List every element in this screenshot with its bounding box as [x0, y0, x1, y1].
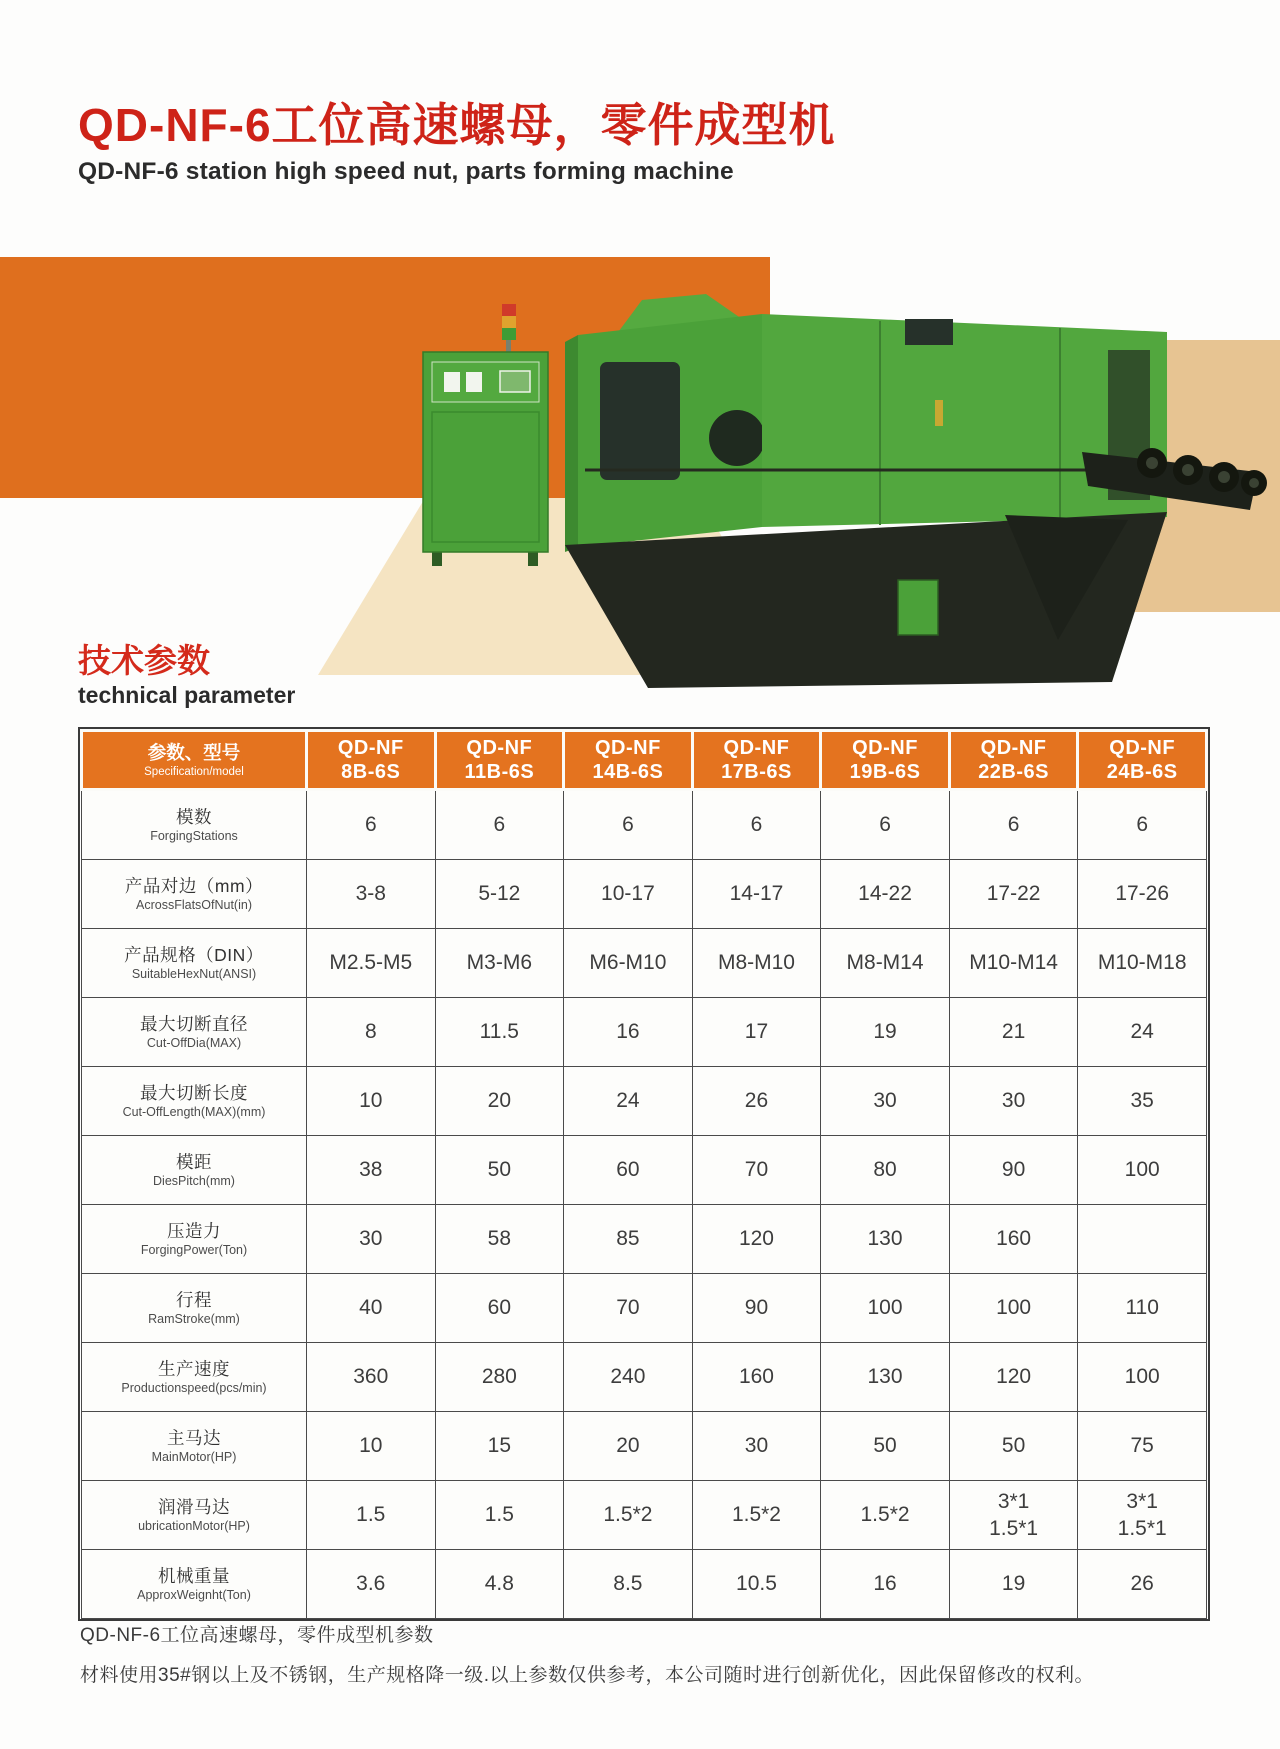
machine-front-box [898, 580, 938, 635]
table-cell: 17-22 [949, 860, 1078, 929]
page-title-en: QD-NF-6 station high speed nut, parts forming machine [78, 158, 734, 185]
table-cell: 10-17 [564, 860, 693, 929]
table-row [82, 998, 1207, 1067]
table-cell: 10 [307, 1412, 436, 1481]
table-cell: 40 [307, 1274, 436, 1343]
table-cell: M10-M18 [1078, 929, 1207, 998]
table-header-model [692, 731, 821, 790]
row-label-cn: 产品对边（mm） [124, 876, 264, 896]
row-label-en: ForgingStations [150, 829, 238, 843]
signal-light-green-icon [502, 328, 516, 340]
section-heading-cn: 技术参数 [78, 642, 210, 679]
table-row [82, 1067, 1207, 1136]
table-header-model [821, 731, 950, 790]
table-cell: 19 [949, 1550, 1078, 1619]
machine-port-circle [709, 410, 765, 466]
table-cell: 16 [564, 998, 693, 1067]
row-label-en: SuitableHexNut(ANSI) [131, 967, 257, 981]
table-row [82, 1136, 1207, 1205]
hero-graphic [0, 220, 1280, 690]
table-cell [1078, 1481, 1207, 1550]
table-cell: 30 [949, 1067, 1078, 1136]
table-cell: 1.5*2 [692, 1481, 821, 1550]
table-cell: 50 [821, 1412, 950, 1481]
table-cell: 30 [307, 1205, 436, 1274]
row-label-en: MainMotor(HP) [151, 1450, 237, 1464]
table-cell: 5-12 [435, 860, 564, 929]
model-series: QD-NF [1109, 737, 1176, 759]
model-series: QD-NF [594, 737, 661, 759]
table-cell: 10.5 [692, 1550, 821, 1619]
table-cell: 75 [1078, 1412, 1207, 1481]
table-row [82, 1481, 1207, 1550]
section-heading [78, 641, 295, 709]
table-cell: 130 [821, 1205, 950, 1274]
row-label-en: DiesPitch(mm) [153, 1174, 235, 1188]
arm-gear-hub-3 [1218, 471, 1230, 483]
table-cell: 60 [564, 1136, 693, 1205]
table-cell: M3-M6 [435, 929, 564, 998]
table-cell: 35 [1078, 1067, 1207, 1136]
table-cell: 280 [435, 1343, 564, 1412]
row-label-en: Cut-OffDia(MAX) [146, 1036, 242, 1050]
table-row [82, 1343, 1207, 1412]
row-label-cn: 压造力 [167, 1221, 221, 1241]
model-number: 22B-6S [978, 761, 1049, 783]
table-cell: M8-M14 [821, 929, 950, 998]
cabinet-button-1 [444, 372, 460, 392]
row-label [82, 1481, 307, 1550]
footer-line-2: 材料使用35#钢以上及不锈钢，生产规格降一级.以上参数仅供参考，本公司随时进行创新优化，因此保留修改的权利。 [80, 1665, 1094, 1686]
row-label-en: Cut-OffLength(MAX)(mm) [122, 1105, 266, 1119]
table-cell: 90 [949, 1136, 1078, 1205]
table-cell: 15 [435, 1412, 564, 1481]
table-cell: M10-M14 [949, 929, 1078, 998]
table-cell: 90 [692, 1274, 821, 1343]
cabinet-display [500, 371, 530, 392]
model-number: 11B-6S [464, 761, 535, 783]
table-cell: M2.5-M5 [307, 929, 436, 998]
table-row [82, 1550, 1207, 1619]
table-cell: 17 [692, 998, 821, 1067]
title-block [78, 96, 836, 186]
table-cell: 1.5 [435, 1481, 564, 1550]
table-cell [949, 1481, 1078, 1550]
table-cell: 100 [821, 1274, 950, 1343]
table-cell-line: 1.5*1 [989, 1517, 1039, 1540]
arm-gear-hub-4 [1249, 478, 1259, 488]
table-row [82, 790, 1207, 860]
table-row [82, 929, 1207, 998]
model-number: 24B-6S [1106, 761, 1178, 783]
table-cell: 38 [307, 1136, 436, 1205]
row-label-en: ubricationMotor(HP) [138, 1519, 250, 1533]
model-series: QD-NF [466, 737, 533, 759]
table-header-model [435, 731, 564, 790]
arm-gear-hub-2 [1182, 464, 1194, 476]
row-label-en: ApproxWeignht(Ton) [137, 1588, 251, 1602]
cabinet-button-2 [466, 372, 482, 392]
table-cell: 30 [692, 1412, 821, 1481]
machine-right-face [762, 314, 1167, 527]
table-cell: 14-17 [692, 860, 821, 929]
table-cell: 6 [1078, 790, 1207, 860]
machine-top-box [905, 319, 953, 345]
table-cell: 100 [949, 1274, 1078, 1343]
table-cell: 30 [821, 1067, 950, 1136]
row-label [82, 998, 307, 1067]
table-cell: 6 [564, 790, 693, 860]
table-cell: 26 [692, 1067, 821, 1136]
page-title-cn: QD-NF-6工位高速螺母，零件成型机 [78, 99, 836, 151]
row-label-cn: 产品规格（DIN） [124, 945, 264, 965]
row-label-cn: 生产速度 [158, 1359, 230, 1379]
machine-left-edge [565, 335, 578, 552]
row-label-cn: 模距 [176, 1152, 212, 1172]
spec-table [80, 729, 1208, 1619]
row-label-cn: 模数 [176, 807, 212, 827]
table-cell: 100 [1078, 1136, 1207, 1205]
row-label-cn: 机械重量 [158, 1566, 230, 1586]
table-cell: M6-M10 [564, 929, 693, 998]
footer-line-1: QD-NF-6工位高速螺母，零件成型机参数 [80, 1625, 434, 1646]
table-header-model [949, 731, 1078, 790]
model-series: QD-NF [337, 737, 404, 759]
arm-gear-hub-1 [1146, 457, 1158, 469]
table-cell: 6 [307, 790, 436, 860]
table-cell: M8-M10 [692, 929, 821, 998]
model-number: 19B-6S [849, 761, 921, 783]
table-row [82, 860, 1207, 929]
row-label [82, 1136, 307, 1205]
table-cell: 360 [307, 1343, 436, 1412]
table-cell: 160 [692, 1343, 821, 1412]
model-series: QD-NF [723, 737, 790, 759]
row-label-en: RamStroke(mm) [148, 1312, 240, 1326]
table-header-specification [82, 731, 307, 790]
section-heading-en: technical parameter [78, 682, 296, 708]
row-label [82, 1412, 307, 1481]
row-label-en: AcrossFlatsOfNut(in) [136, 898, 252, 912]
table-cell: 120 [949, 1343, 1078, 1412]
table-row [82, 1412, 1207, 1481]
table-cell: 50 [949, 1412, 1078, 1481]
model-series: QD-NF [980, 737, 1047, 759]
row-label [82, 1550, 307, 1619]
table-row [82, 1205, 1207, 1274]
table-cell: 70 [564, 1274, 693, 1343]
table-cell: 14-22 [821, 860, 950, 929]
model-number: 8B-6S [341, 761, 401, 783]
table-cell-line: 3*1 [1126, 1490, 1158, 1513]
table-header-row [82, 731, 1207, 790]
table-cell: 60 [435, 1274, 564, 1343]
row-label [82, 1067, 307, 1136]
row-label-en: Productionspeed(pcs/min) [121, 1381, 267, 1395]
table-cell: 6 [821, 790, 950, 860]
header-label-en: Specification/model [144, 766, 244, 778]
row-label-cn: 润滑马达 [158, 1497, 230, 1517]
table-cell [1078, 1205, 1207, 1274]
table-cell: 50 [435, 1136, 564, 1205]
row-label [82, 790, 307, 860]
table-cell: 58 [435, 1205, 564, 1274]
row-label-en: ForgingPower(Ton) [140, 1243, 248, 1257]
table-cell: 1.5*2 [821, 1481, 950, 1550]
table-cell: 17-26 [1078, 860, 1207, 929]
machine-door-window [600, 362, 680, 480]
row-label-cn: 行程 [176, 1290, 212, 1310]
model-number: 14B-6S [592, 761, 664, 783]
table-cell: 100 [1078, 1343, 1207, 1412]
table-cell: 110 [1078, 1274, 1207, 1343]
table-cell: 8 [307, 998, 436, 1067]
table-cell-line: 1.5*1 [1117, 1517, 1167, 1540]
machine-handle [935, 400, 943, 426]
table-cell: 8.5 [564, 1550, 693, 1619]
row-label-cn: 最大切断长度 [140, 1083, 248, 1103]
model-number: 17B-6S [721, 761, 792, 783]
row-label [82, 1205, 307, 1274]
table-cell: 85 [564, 1205, 693, 1274]
table-cell: 70 [692, 1136, 821, 1205]
table-cell: 130 [821, 1343, 950, 1412]
table-cell: 21 [949, 998, 1078, 1067]
table-row [82, 1274, 1207, 1343]
table-cell: 120 [692, 1205, 821, 1274]
footer-notes [80, 1620, 1094, 1687]
row-label [82, 1274, 307, 1343]
table-cell: 80 [821, 1136, 950, 1205]
table-cell: 24 [1078, 998, 1207, 1067]
header-label-cn: 参数、型号 [147, 742, 241, 763]
table-cell: 11.5 [435, 998, 564, 1067]
table-cell: 3.6 [307, 1550, 436, 1619]
table-cell: 6 [949, 790, 1078, 860]
table-cell: 16 [821, 1550, 950, 1619]
table-cell: 20 [564, 1412, 693, 1481]
table-header-model [307, 731, 436, 790]
table-cell: 240 [564, 1343, 693, 1412]
row-label [82, 929, 307, 998]
table-header-model [564, 731, 693, 790]
table-cell: 1.5 [307, 1481, 436, 1550]
table-cell: 1.5*2 [564, 1481, 693, 1550]
table-cell-line: 3*1 [997, 1490, 1030, 1513]
signal-light-yellow-icon [502, 316, 516, 328]
table-cell: 6 [692, 790, 821, 860]
row-label [82, 1343, 307, 1412]
machine-photo [0, 220, 1280, 690]
table-cell: 10 [307, 1067, 436, 1136]
table-cell: 20 [435, 1067, 564, 1136]
row-label [82, 860, 307, 929]
table-header-model [1078, 731, 1207, 790]
table-cell: 6 [435, 790, 564, 860]
forming-machine [565, 294, 1267, 688]
row-label-cn: 最大切断直径 [140, 1014, 248, 1034]
table-cell: 4.8 [435, 1550, 564, 1619]
table-cell: 160 [949, 1205, 1078, 1274]
spec-table-wrap [78, 727, 1210, 1621]
model-series: QD-NF [852, 737, 918, 759]
table-cell: 3-8 [307, 860, 436, 929]
table-cell: 19 [821, 998, 950, 1067]
table-cell: 26 [1078, 1550, 1207, 1619]
table-cell: 24 [564, 1067, 693, 1136]
row-label-cn: 主马达 [167, 1428, 221, 1448]
signal-light-red-icon [502, 304, 516, 316]
